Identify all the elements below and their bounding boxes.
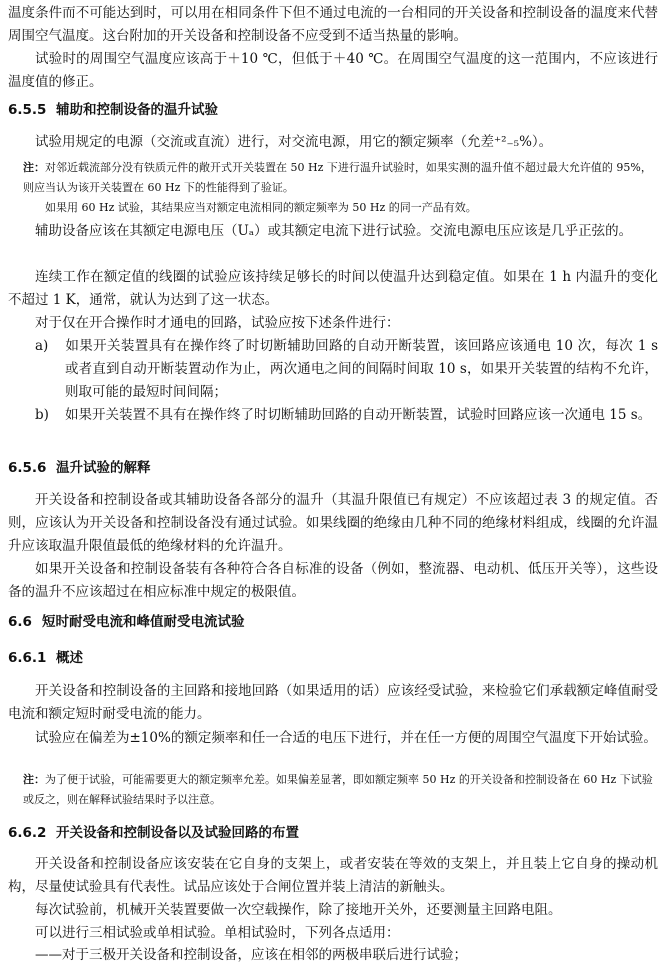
section-heading-6-6-2	[8, 823, 658, 843]
list-marker: a)	[35, 338, 49, 354]
note	[8, 158, 658, 198]
list-item-text: 如果开关装置具有在操作终了时切断辅助回路的自动开断装置，该回路应该通电 10 次，每次 1 s 或者直到自动开断装置动作为止，两次通电之间的间隔时间取 10 s，如果开关装置的结构不允许，则取可能的最短时间间隔；	[65, 338, 658, 400]
paragraph-text: 连续工作在额定值的线圈的试验应该持续足够长的时间以使温升达到稳定值。如果在 1 h 内温升的变化不超过 1 K，通常，就认为达到了这一状态。	[8, 269, 658, 308]
dash-item-text: ——对于三极开关设备和控制设备，应该在相邻的两极串联后进行试验；	[35, 947, 467, 963]
paragraph-text: 如果开关设备和控制设备装有各种符合各自标准的设备（例如，整流器、电动机、低压开关等），这些设备的温升不应该超过在相应标准中规定的极限值。	[8, 561, 658, 600]
section-heading-6-6-1	[8, 648, 658, 668]
paragraph	[8, 680, 658, 726]
list-item-b	[8, 404, 658, 427]
paragraph	[8, 48, 658, 94]
paragraph-text: 每次试验前，机械开关装置要做一次空载操作，除了接地开关外，还要测量主回路电阻。	[35, 902, 562, 918]
paragraph-text: 温度条件而不可能达到时，可以用在相同条件下但不通过电流的一台相同的开关设备和控制设备的温度来代替周围空气温度。这台附加的开关设备和控制设备不应受到不适当热量的影响。	[8, 5, 658, 44]
section-title: 短时耐受电流和峰值耐受电流试验	[42, 614, 245, 630]
paragraph-text: 开关设备和控制设备的主回路和接地回路（如果适用的话）应该经受试验，来检验它们承载额定峰值耐受电流和额定短时耐受电流的能力。	[8, 683, 658, 722]
paragraph	[8, 727, 658, 750]
section-heading-6-5-6	[8, 458, 658, 478]
list-item-a	[8, 335, 658, 404]
list-marker: b)	[35, 407, 49, 423]
section-number: 6.6	[8, 614, 32, 630]
paragraph	[8, 266, 658, 312]
paragraph-text: 试验应在偏差为±10%的额定频率和任一合适的电压下进行，并在任一方便的周围空气温度下开始试验。	[35, 730, 657, 746]
section-number: 6.5.6	[8, 460, 47, 476]
paragraph-text: 开关设备和控制设备或其辅助设备各部分的温升（其温升限值已有规定）不应该超过表 3 的规定值。否则，应该认为开关设备和控制设备没有通过试验。如果线圈的绝缘由几种不同的绝缘材料组成，线圈的允许温升应该取温升限值最低的绝缘材料的允许温升。	[8, 492, 658, 554]
paragraph	[8, 131, 658, 154]
paragraph	[8, 220, 658, 243]
note-text: 如果用 60 Hz 试验，其结果应当对额定电流相同的额定频率为 50 Hz 的同一产品有效。	[45, 201, 477, 214]
paragraph-text: 辅助设备应该在其额定电源电压（Uₐ）或其额定电流下进行试验。交流电源电压应该是几乎正弦的。	[35, 223, 633, 239]
note-label: 注：	[23, 773, 45, 786]
section-number: 6.6.1	[8, 650, 47, 666]
paragraph-text: 试验用规定的电源（交流或直流）进行，对交流电源，用它的额定频率（允差⁺²₋₅%）。	[35, 134, 553, 150]
section-number: 6.6.2	[8, 825, 47, 841]
section-title: 辅助和控制设备的温升试验	[56, 102, 218, 118]
note	[8, 770, 658, 810]
paragraph	[8, 489, 658, 558]
note-text: 为了便于试验，可能需要更大的额定频率允差。如果偏差显著，即如额定频率 50 Hz 的开关设备和控制设备在 60 Hz 下试验或反之，则在解释试验结果时予以注意。	[23, 773, 653, 806]
paragraph-text: 试验时的周围空气温度应该高于＋10 ℃，但低于＋40 ℃。在周围空气温度的这一范围内，不应该进行温度值的修正。	[8, 51, 658, 90]
dash-list-item	[8, 944, 658, 967]
paragraph	[8, 922, 658, 945]
paragraph-text: 开关设备和控制设备应该安装在它自身的支架上，或者安装在等效的支架上，并且装上它自身的操动机构，尽量使试验具有代表性。试品应该处于合闸位置并装上清洁的新触头。	[8, 856, 658, 895]
note-text: 对邻近载流部分没有铁质元件的敞开式开关装置在 50 Hz 下进行温升试验时，如果实测的温升值不超过最大允许值的 95%，则应当认为该开关装置在 60 Hz 下的性能得到了验证。	[23, 161, 652, 194]
paragraph-text: 对于仅在开合操作时才通电的回路，试验应按下述条件进行：	[35, 315, 400, 331]
section-title: 开关设备和控制设备以及试验回路的布置	[56, 825, 299, 841]
paragraph-text: 可以进行三相试验或单相试验。单相试验时，下列各点适用：	[35, 925, 400, 941]
paragraph	[8, 853, 658, 899]
section-title: 概述	[56, 650, 83, 666]
paragraph	[8, 899, 658, 922]
paragraph	[8, 2, 658, 48]
paragraph	[8, 312, 658, 335]
note-label: 注：	[23, 161, 45, 174]
paragraph	[8, 558, 658, 604]
section-title: 温升试验的解释	[56, 460, 151, 476]
section-number: 6.5.5	[8, 102, 47, 118]
section-heading-6-5-5	[8, 100, 658, 120]
list-item-text: 如果开关装置不具有在操作终了时切断辅助回路的自动开断装置，试验时回路应该一次通电 15 s。	[65, 407, 652, 423]
section-heading-6-6	[8, 612, 658, 632]
note-continuation	[8, 198, 658, 218]
